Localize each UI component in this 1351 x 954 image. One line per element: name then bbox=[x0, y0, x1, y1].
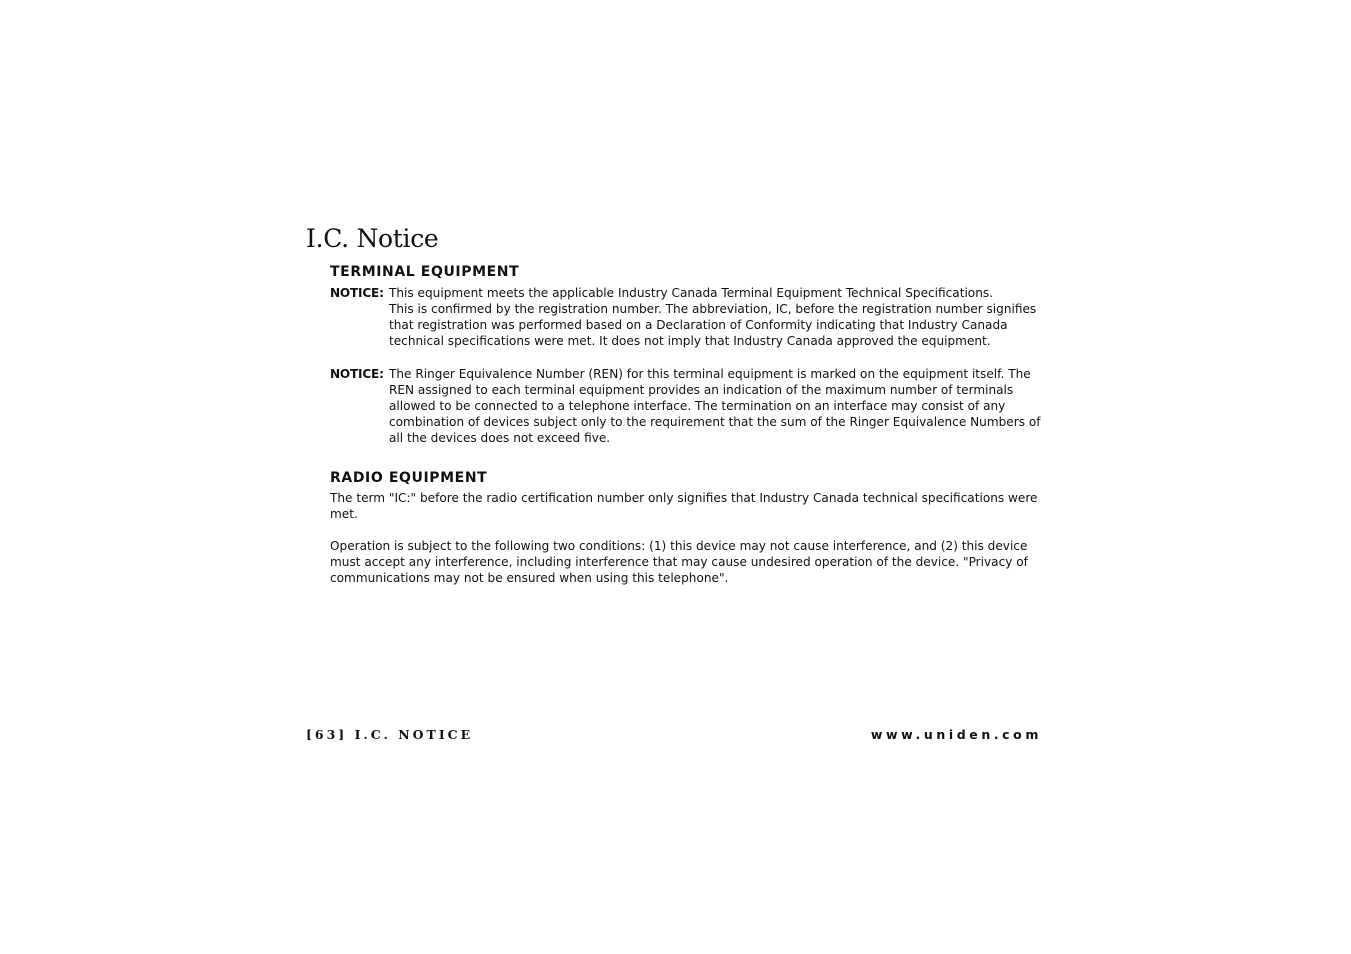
notice-text-registration: This equipment meets the applicable Industry Canada Terminal Equipment Technical Specifications. This is confirmed by the registration number. The abbreviation, IC, before the registration number signifies that registration was performed based on a Declaration of Conformity indicating that Industry Canada technical specifications were met. It does not imply that Industry Canada approved the equipment. bbox=[389, 286, 1037, 348]
notice-body bbox=[389, 285, 1042, 349]
notice-block-registration bbox=[330, 285, 1042, 349]
footer-website: www.uniden.com bbox=[870, 727, 1042, 742]
page-title: I.C. Notice bbox=[306, 224, 439, 253]
paragraph-operation-conditions: Operation is subject to the following two conditions: (1) this device may not cause interference, and (2) this device must accept any interference, including interference that may cause undesired operation of the device. "Privacy of communications may not be ensured when using this telephone". bbox=[330, 539, 1028, 585]
notice-label: NOTICE: bbox=[330, 286, 384, 300]
notice-block-ren bbox=[330, 366, 1042, 446]
section-heading-radio-equipment: RADIO EQUIPMENT bbox=[330, 470, 488, 486]
document-body bbox=[330, 262, 1042, 586]
notice-text-ren: The Ringer Equivalence Number (REN) for this terminal equipment is marked on the equipment itself. The REN assigned to each terminal equipment provides an indication of the maximum number of terminals allowed to be connected to a telephone interface. The termination on an interface may consist of any combination of devices subject only to the requirement that the sum of the Ringer Equivalence Numbers of all the devices does not exceed five. bbox=[389, 367, 1041, 445]
notice-body bbox=[389, 366, 1042, 446]
notice-label: NOTICE: bbox=[330, 367, 384, 381]
section-heading-terminal-equipment: TERMINAL EQUIPMENT bbox=[330, 264, 520, 280]
footer-page-number: [63] I.C. NOTICE bbox=[306, 727, 474, 742]
paragraph-ic-term: The term "IC:" before the radio certification number only signifies that Industry Canada technical specifications were met. bbox=[330, 491, 1038, 521]
